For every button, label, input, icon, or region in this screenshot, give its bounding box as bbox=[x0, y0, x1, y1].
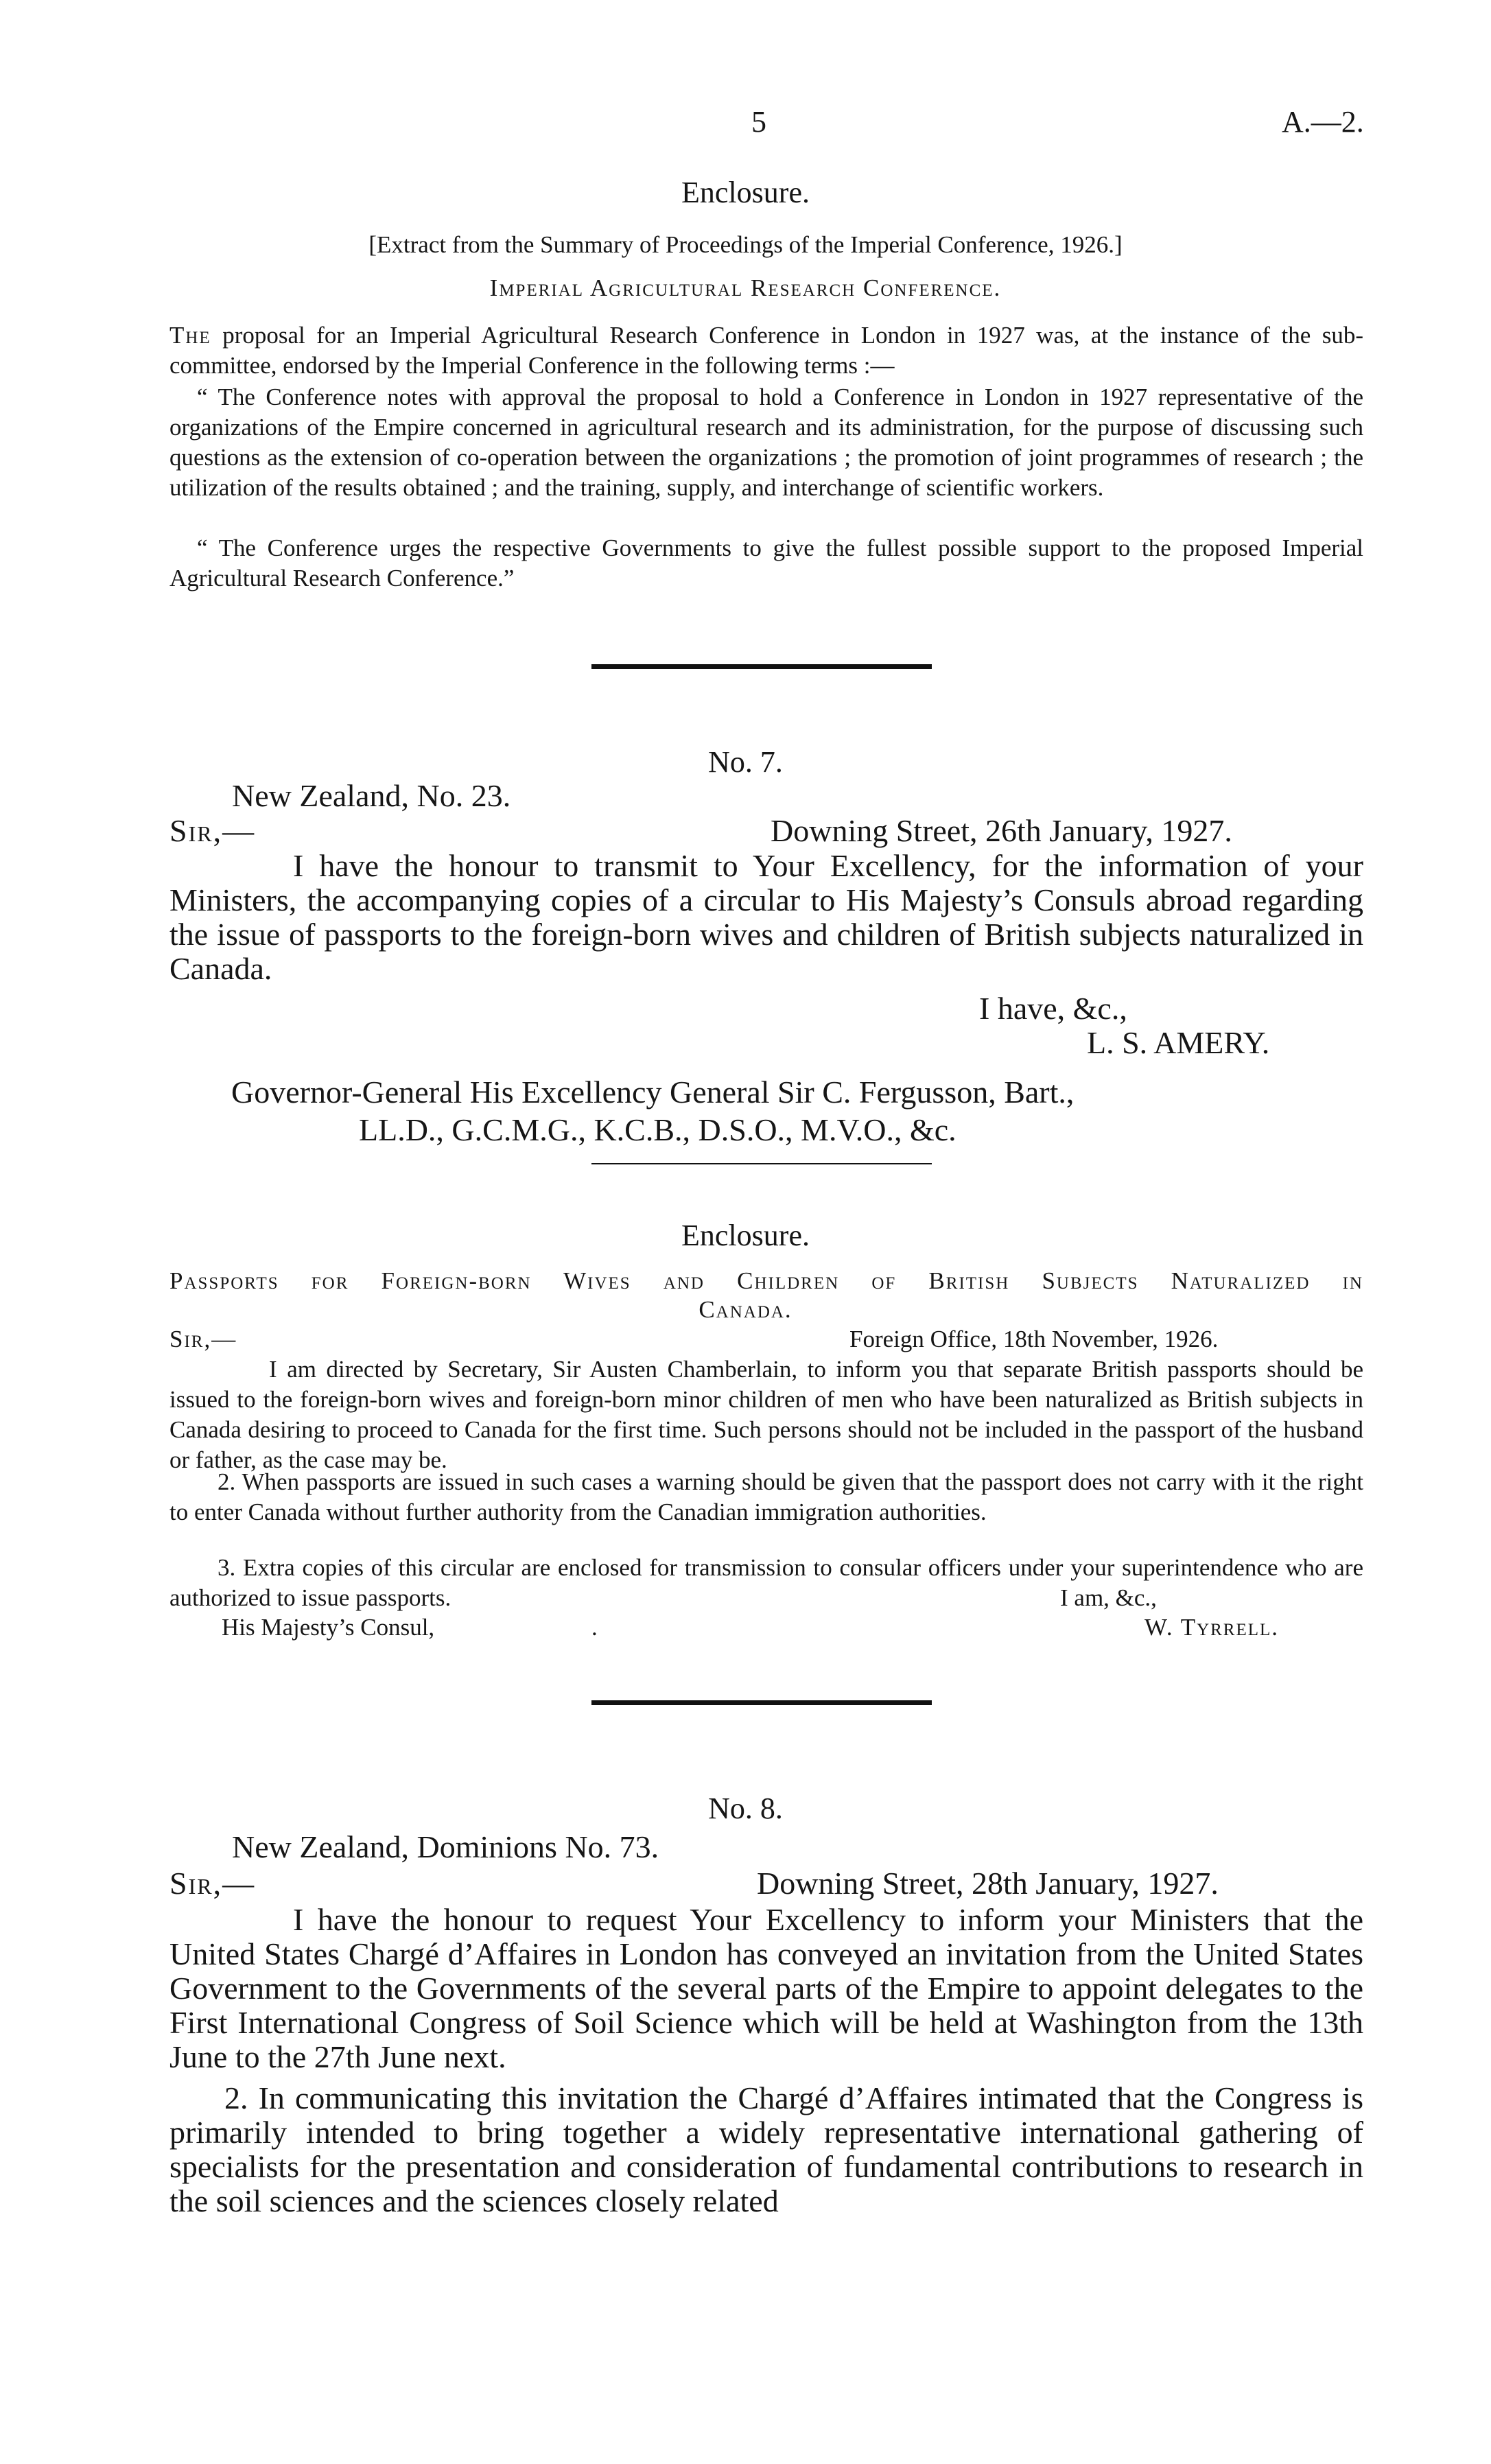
enclosure-paragraph bbox=[169, 320, 1363, 381]
address-date: Downing Street, 28th January, 1927. bbox=[757, 1866, 1219, 1901]
section-divider bbox=[591, 1163, 932, 1164]
section-subtitle: Imperial Agricultural Research Conference. bbox=[489, 274, 1002, 301]
section-subtitle: Passports for Foreign-born Wives and Children of British Subjects Naturalized in bbox=[169, 1267, 1363, 1294]
addressee-line: His Majesty’s Consul, bbox=[222, 1614, 435, 1641]
quote-paragraph: “ The Conference urges the respective Governments to give the fullest possible support to the proposed Imperial Agricultural Research Conference.” bbox=[169, 535, 1363, 591]
circular-paragraph: I am directed by Secretary, Sir Austen Chamberlain, to inform you that separate British passports should be issued to the foreign-born wives and foreign-born minor children of men who have been naturalized as British subjects in Canada desiring to proceed to Canada for the first time. Such persons should not be included in the passport of the husband or father, as the case may be. bbox=[169, 1356, 1363, 1473]
signature: L. S. AMERY. bbox=[1087, 1025, 1270, 1060]
page-number: 5 bbox=[751, 105, 766, 139]
signature: W. Tyrrell. bbox=[1144, 1614, 1280, 1641]
paragraph-text: proposal for an Imperial Agricultural Research Conference in London in 1927 was, at the instance of the sub-committee, endorsed by the Imperial Conference in the following terms :— bbox=[169, 322, 1364, 379]
document-reference: A.—2. bbox=[1282, 105, 1364, 139]
stray-dot: . bbox=[591, 1614, 598, 1641]
letter-closing: I have, &c., bbox=[979, 991, 1127, 1026]
section-subtitle: Canada. bbox=[698, 1296, 793, 1323]
section-divider bbox=[591, 664, 932, 669]
letter-body: I have the honour to request Your Excellency to inform your Ministers that the United States Chargé d’Affaires in London has conveyed an invitation from the United States Government to the Governments of the several parts of the Empire to appoint delegates to the First International Congress of Soil Science which will be held at Washington from the 13th June to the 27th June next. bbox=[169, 1902, 1363, 2074]
lead-word: The bbox=[169, 322, 211, 349]
salutation: Sir,— bbox=[169, 1326, 237, 1352]
addressee-line: LL.D., G.C.M.G., K.C.B., D.S.O., M.V.O., &c. bbox=[359, 1112, 956, 1147]
address-date: Foreign Office, 18th November, 1926. bbox=[849, 1326, 1219, 1352]
address-date: Downing Street, 26th January, 1927. bbox=[771, 813, 1232, 848]
letter-body: I have the honour to transmit to Your Excellency, for the information of your Ministers, the accompanying copies of a circular to His Majesty’s Consuls abroad regarding the issue of passports to the foreign-born wives and children of British subjects naturalized in Canada. bbox=[169, 848, 1363, 986]
quote-paragraph: “ The Conference notes with approval the proposal to hold a Conference in London in 1927 representative of the organizations of the Empire concerned in agricultural research and its administration, for the purpose of discussing such questions as the extension of co-operation between the organizations ; the promotion of joint programmes of research ; the utilization of the results obtained ; and the training, supply, and interchange of scientific workers. bbox=[169, 384, 1363, 501]
letter-reference: New Zealand, Dominions No. 73. bbox=[232, 1829, 659, 1864]
enclosure-title: Enclosure. bbox=[681, 1219, 810, 1252]
extract-note: [Extract from the Summary of Proceedings of the Imperial Conference, 1926.] bbox=[368, 231, 1123, 258]
circular-paragraph: 2. When passports are issued in such cases a warning should be given that the passport does not carry with it the right to enter Canada without further authority from the Canadian immigration authorities. bbox=[169, 1468, 1363, 1525]
letter-number: No. 7. bbox=[708, 745, 783, 779]
letter-body: 2. In communicating this invitation the Chargé d’Affaires intimated that the Congress is primarily intended to bring together a widely representative international gathering of specialists for the presentation and consideration of fundamental contributions to research in the soil sciences and the sciences closely related bbox=[169, 2080, 1363, 2218]
addressee-line: Governor-General His Excellency General Sir C. Fergusson, Bart., bbox=[231, 1075, 1075, 1110]
enclosure-title: Enclosure. bbox=[681, 176, 810, 209]
salutation: Sir,— bbox=[169, 813, 256, 848]
letter-number: No. 8. bbox=[708, 1792, 783, 1825]
letter-reference: New Zealand, No. 23. bbox=[232, 778, 511, 813]
section-divider bbox=[591, 1700, 932, 1705]
salutation: Sir,— bbox=[169, 1866, 256, 1901]
circular-paragraph: 3. Extra copies of this circular are enclosed for transmission to consular officers under your superintendence who are authorized to issue passports. bbox=[169, 1554, 1363, 1611]
letter-closing: I am, &c., bbox=[1060, 1584, 1157, 1611]
